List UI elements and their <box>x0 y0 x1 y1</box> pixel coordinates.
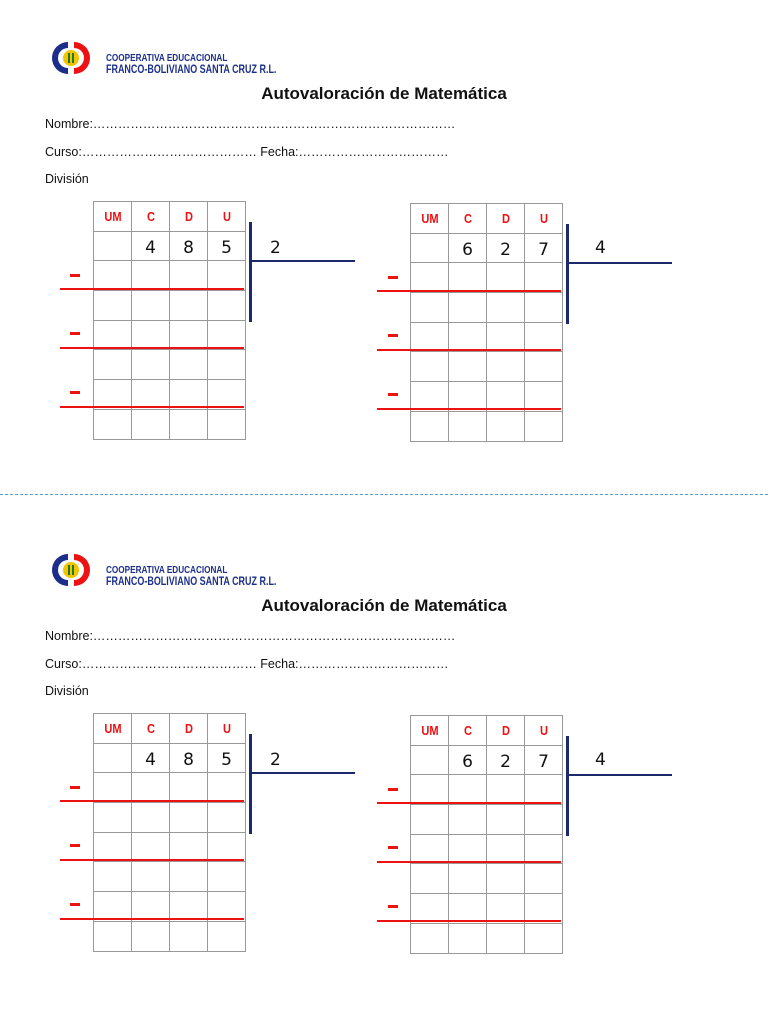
grid-cell[interactable] <box>449 352 487 382</box>
grid-cell[interactable] <box>449 263 487 293</box>
dividend-digit: 6 <box>449 745 487 775</box>
grid-cell[interactable] <box>94 350 132 380</box>
grid-cell[interactable] <box>487 411 525 441</box>
section-label: División <box>45 172 89 186</box>
grid-cell[interactable] <box>94 291 132 321</box>
grid-cell[interactable] <box>94 380 132 410</box>
grid-cell[interactable] <box>449 923 487 953</box>
subtraction-line <box>377 349 561 351</box>
grid-cell[interactable] <box>94 862 132 892</box>
grid-cell[interactable] <box>208 380 246 410</box>
grid-cell[interactable] <box>208 892 246 922</box>
grid-cell[interactable] <box>487 352 525 382</box>
grid-cell[interactable] <box>208 291 246 321</box>
division-grid <box>410 203 563 442</box>
grid-cell[interactable] <box>411 382 449 412</box>
worksheet-bottom <box>0 512 768 1024</box>
grid-cell[interactable] <box>208 921 246 951</box>
grid-cell[interactable] <box>487 263 525 293</box>
grid-cell[interactable] <box>487 834 525 864</box>
header-um: UM <box>96 714 128 744</box>
grid-cell[interactable] <box>94 921 132 951</box>
grid-cell[interactable] <box>132 803 170 833</box>
grid-cell[interactable] <box>208 862 246 892</box>
page-title: Autovaloración de Matemática <box>261 596 507 615</box>
grid-cell[interactable] <box>487 382 525 412</box>
grid-cell[interactable] <box>525 864 563 894</box>
grid-cell[interactable] <box>449 864 487 894</box>
grid-cell[interactable] <box>170 409 208 439</box>
header-um: UM <box>413 716 445 746</box>
grid-cell[interactable] <box>449 382 487 412</box>
quotient-line <box>566 774 672 776</box>
header-um: UM <box>413 204 445 234</box>
grid-cell[interactable] <box>94 832 132 862</box>
grid-cell[interactable] <box>94 320 132 350</box>
grid-cell[interactable] <box>487 293 525 323</box>
grid-cell[interactable] <box>525 923 563 953</box>
subtraction-line <box>60 859 244 861</box>
dividend-digit: 8 <box>170 743 208 773</box>
grid-cell[interactable] <box>525 382 563 412</box>
grid-cell[interactable] <box>525 834 563 864</box>
grid-cell[interactable] <box>487 775 525 805</box>
grid-cell[interactable] <box>170 773 208 803</box>
grid-cell[interactable] <box>132 291 170 321</box>
header-u: U <box>210 714 242 744</box>
header-c: C <box>134 714 166 744</box>
grid-cell[interactable] <box>449 775 487 805</box>
header-u: U <box>527 204 559 234</box>
minus-sign-icon <box>388 846 398 849</box>
dividend-digit: 4 <box>132 743 170 773</box>
subtraction-line <box>60 918 244 920</box>
grid-cell[interactable] <box>132 773 170 803</box>
header-um: UM <box>96 202 128 232</box>
grid-cell[interactable] <box>170 832 208 862</box>
section-label: División <box>45 684 89 698</box>
quotient-line <box>249 260 355 262</box>
grid-cell[interactable] <box>132 409 170 439</box>
header-c: C <box>451 204 483 234</box>
grid-cell[interactable] <box>208 832 246 862</box>
grid-cell[interactable] <box>132 320 170 350</box>
dividend-digit <box>94 743 132 773</box>
grid-cell[interactable] <box>487 805 525 835</box>
dividend-digit: 2 <box>487 745 525 775</box>
grid-cell[interactable] <box>170 291 208 321</box>
division-grid <box>93 713 246 952</box>
grid-cell[interactable] <box>170 350 208 380</box>
grid-cell[interactable] <box>525 263 563 293</box>
grid-cell[interactable] <box>411 923 449 953</box>
grid-cell[interactable] <box>525 293 563 323</box>
grid-cell[interactable] <box>525 894 563 924</box>
subtraction-line <box>377 861 561 863</box>
grid-cell[interactable] <box>208 803 246 833</box>
dividend-digit <box>411 233 449 263</box>
subtraction-line <box>377 408 561 410</box>
dividend-digit: 5 <box>208 231 246 261</box>
org-name-line1: COOPERATIVA EDUCACIONAL <box>106 52 228 64</box>
nombre-field[interactable]: Nombre:…………………………………………………………………………… <box>45 629 456 643</box>
minus-sign-icon <box>388 905 398 908</box>
grid-cell[interactable] <box>208 261 246 291</box>
grid-cell[interactable] <box>208 773 246 803</box>
quotient-line <box>566 262 672 264</box>
curso-fecha-field[interactable]: Curso:…………………………………… Fecha:……………………………… <box>45 657 449 671</box>
grid-cell[interactable] <box>449 805 487 835</box>
division-grid <box>410 715 563 954</box>
grid-cell[interactable] <box>411 864 449 894</box>
grid-cell[interactable] <box>411 293 449 323</box>
minus-sign-icon <box>70 903 80 906</box>
grid-cell[interactable] <box>411 834 449 864</box>
grid-cell[interactable] <box>449 834 487 864</box>
header-c: C <box>134 202 166 232</box>
grid-cell[interactable] <box>449 894 487 924</box>
header-d: D <box>489 716 521 746</box>
grid-cell[interactable] <box>487 864 525 894</box>
grid-cell[interactable] <box>170 892 208 922</box>
curso-fecha-field[interactable]: Curso:…………………………………… Fecha:……………………………… <box>45 145 449 159</box>
minus-sign-icon <box>70 332 80 335</box>
page-title: Autovaloración de Matemática <box>261 84 507 103</box>
grid-cell[interactable] <box>525 352 563 382</box>
grid-cell[interactable] <box>132 862 170 892</box>
division-bracket <box>566 224 569 324</box>
dividend-digit: 7 <box>525 745 563 775</box>
school-logo <box>44 38 277 82</box>
grid-cell[interactable] <box>449 411 487 441</box>
grid-cell[interactable] <box>132 892 170 922</box>
header-c: C <box>451 716 483 746</box>
school-logo <box>44 550 277 594</box>
minus-sign-icon <box>388 334 398 337</box>
minus-sign-icon <box>388 788 398 791</box>
grid-cell[interactable] <box>411 352 449 382</box>
grid-cell[interactable] <box>170 261 208 291</box>
division-bracket <box>249 222 252 322</box>
grid-cell[interactable] <box>132 261 170 291</box>
header-d: D <box>489 204 521 234</box>
grid-cell[interactable] <box>411 411 449 441</box>
subtraction-line <box>377 290 561 292</box>
division-bracket <box>566 736 569 836</box>
minus-sign-icon <box>388 276 398 279</box>
subtraction-line <box>60 406 244 408</box>
grid-cell[interactable] <box>525 322 563 352</box>
divisor-value: 2 <box>270 238 281 258</box>
grid-cell[interactable] <box>487 894 525 924</box>
grid-cell[interactable] <box>94 409 132 439</box>
minus-sign-icon <box>70 786 80 789</box>
dividend-digit <box>94 231 132 261</box>
grid-cell[interactable] <box>208 320 246 350</box>
grid-cell[interactable] <box>132 380 170 410</box>
division-bracket <box>249 734 252 834</box>
minus-sign-icon <box>388 393 398 396</box>
grid-cell[interactable] <box>449 322 487 352</box>
grid-cell[interactable] <box>132 832 170 862</box>
grid-cell[interactable] <box>94 892 132 922</box>
nombre-field[interactable]: Nombre:…………………………………………………………………………… <box>45 117 456 131</box>
grid-cell[interactable] <box>411 263 449 293</box>
grid-cell[interactable] <box>94 803 132 833</box>
dividend-digit: 8 <box>170 231 208 261</box>
grid-cell[interactable] <box>411 894 449 924</box>
grid-cell[interactable] <box>208 350 246 380</box>
grid-cell[interactable] <box>170 862 208 892</box>
divisor-value: 4 <box>595 238 606 258</box>
subtraction-line <box>377 802 561 804</box>
division-grid <box>93 201 246 440</box>
grid-cell[interactable] <box>170 803 208 833</box>
subtraction-line <box>60 288 244 290</box>
dividend-digit: 6 <box>449 233 487 263</box>
grid-cell[interactable] <box>411 805 449 835</box>
org-name-line1: COOPERATIVA EDUCACIONAL <box>106 564 228 576</box>
grid-cell[interactable] <box>449 293 487 323</box>
org-name-line2: FRANCO-BOLIVIANO SANTA CRUZ R.L. <box>106 64 277 76</box>
dividend-digit: 5 <box>208 743 246 773</box>
grid-cell[interactable] <box>487 322 525 352</box>
dividend-digit: 2 <box>487 233 525 263</box>
subtraction-line <box>60 800 244 802</box>
grid-cell[interactable] <box>170 921 208 951</box>
grid-cell[interactable] <box>208 409 246 439</box>
grid-cell[interactable] <box>525 805 563 835</box>
grid-cell[interactable] <box>487 923 525 953</box>
cut-line <box>0 494 768 495</box>
quotient-line <box>249 772 355 774</box>
grid-cell[interactable] <box>411 322 449 352</box>
grid-cell[interactable] <box>411 775 449 805</box>
subtraction-line <box>60 347 244 349</box>
grid-cell[interactable] <box>525 411 563 441</box>
dividend-digit: 4 <box>132 231 170 261</box>
grid-cell[interactable] <box>170 320 208 350</box>
dividend-digit: 7 <box>525 233 563 263</box>
grid-cell[interactable] <box>132 921 170 951</box>
dividend-digit <box>411 745 449 775</box>
header-u: U <box>527 716 559 746</box>
minus-sign-icon <box>70 844 80 847</box>
logo-emblem-icon <box>44 550 104 590</box>
org-name-line2: FRANCO-BOLIVIANO SANTA CRUZ R.L. <box>106 576 277 588</box>
divisor-value: 2 <box>270 750 281 770</box>
grid-cell[interactable] <box>170 380 208 410</box>
header-d: D <box>172 714 204 744</box>
grid-cell[interactable] <box>94 261 132 291</box>
divisor-value: 4 <box>595 750 606 770</box>
logo-emblem-icon <box>44 38 104 78</box>
grid-cell[interactable] <box>525 775 563 805</box>
grid-cell[interactable] <box>132 350 170 380</box>
minus-sign-icon <box>70 391 80 394</box>
header-u: U <box>210 202 242 232</box>
grid-cell[interactable] <box>94 773 132 803</box>
header-d: D <box>172 202 204 232</box>
subtraction-line <box>377 920 561 922</box>
minus-sign-icon <box>70 274 80 277</box>
